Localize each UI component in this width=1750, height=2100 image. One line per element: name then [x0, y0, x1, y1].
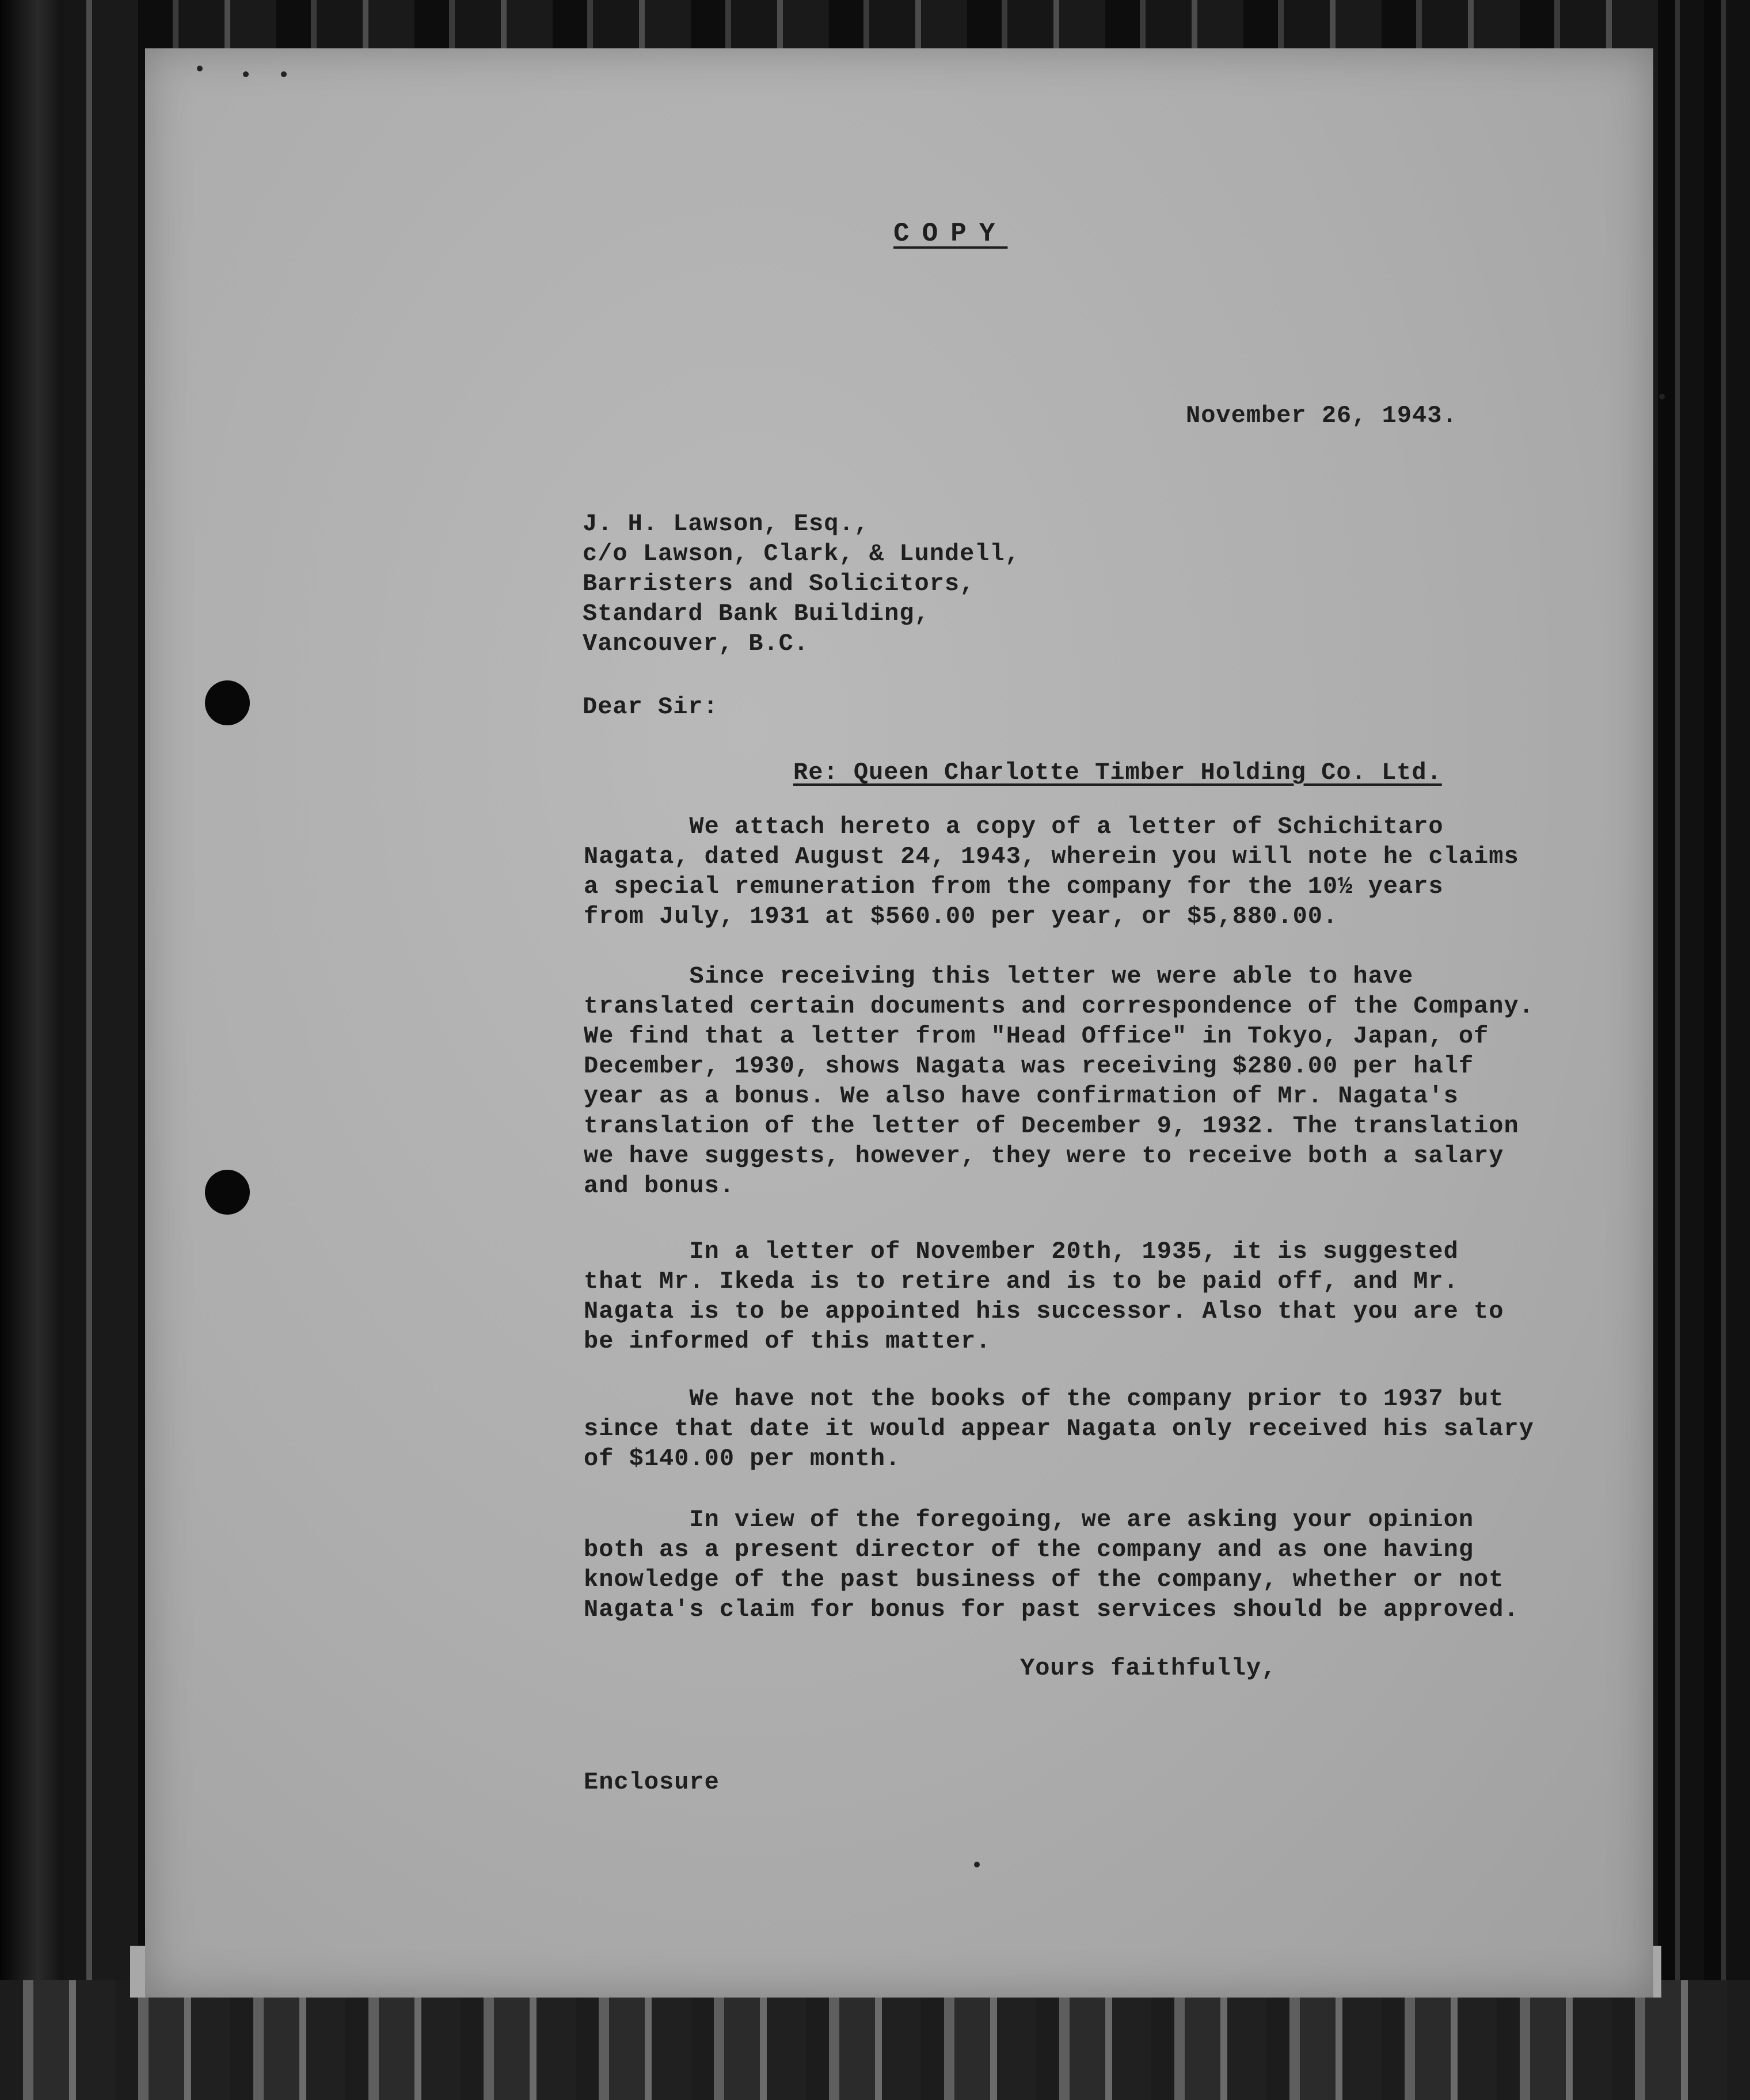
punch-hole-lower [205, 1170, 250, 1215]
address-line: Standard Bank Building, [583, 600, 930, 627]
punch-hole-upper [205, 680, 250, 725]
address-line: c/o Lawson, Clark, & Lundell, [583, 540, 1020, 568]
film-edge-bottom [0, 1980, 1750, 2100]
dust-speck [281, 71, 287, 77]
film-edge-right [1658, 0, 1750, 2100]
address-line: Vancouver, B.C. [583, 630, 809, 657]
dust-speck [974, 1862, 980, 1867]
letter-page [145, 48, 1653, 1998]
body-paragraph: We attach hereto a copy of a letter of Schichitaro Nagata, dated August 24, 1943, wherein you will note he claims a special remuneration from the company for the 10½ years from July, 1931 at $560.00 per year, or $5,880.00. [584, 813, 1519, 930]
subject-line: Re: Queen Charlotte Timber Holding Co. Ltd. [793, 759, 1442, 786]
recipient-address [583, 509, 1020, 659]
film-edge-left [0, 0, 63, 2100]
body-paragraph: In a letter of November 20th, 1935, it is suggested that Mr. Ikeda is to retire and is to be paid off, and Mr. Nagata is to be appointed his successor. Also that you are to be informed of this matter. [584, 1238, 1504, 1355]
closing: Yours faithfully, [1020, 1654, 1277, 1682]
body-paragraph: In view of the foregoing, we are asking your opinion both as a present director of the company and as one having knowledge of the past business of the company, whether or not Nagata's claim for bonus for past services should be approved. [584, 1506, 1519, 1623]
salutation: Dear Sir: [583, 693, 718, 721]
enclosure-note: Enclosure [584, 1768, 720, 1796]
copy-mark: COPY [893, 219, 1008, 249]
body-paragraph: Since receiving this letter we were able to have translated certain documents and correspondence of the Company. We find that a letter from "Head Office" in Tokyo, Japan, of December, 1930, shows Nagata was receiving $280.00 per half year as a bonus. We also have confirmation of Mr. Nagata's translation of the letter of December 9, 1932. The translation we have suggests, however, they were to receive both a salary and bonus. [584, 963, 1534, 1200]
address-line: J. H. Lawson, Esq., [583, 510, 869, 538]
dust-speck [197, 66, 203, 71]
body-paragraph: We have not the books of the company prior to 1937 but since that date it would appear Nagata only received his salary of $140.00 per month. [584, 1385, 1534, 1473]
address-line: Barristers and Solicitors, [583, 570, 975, 598]
dust-speck [1659, 394, 1665, 400]
dust-speck [243, 71, 249, 77]
letter-date: November 26, 1943. [1186, 402, 1458, 429]
